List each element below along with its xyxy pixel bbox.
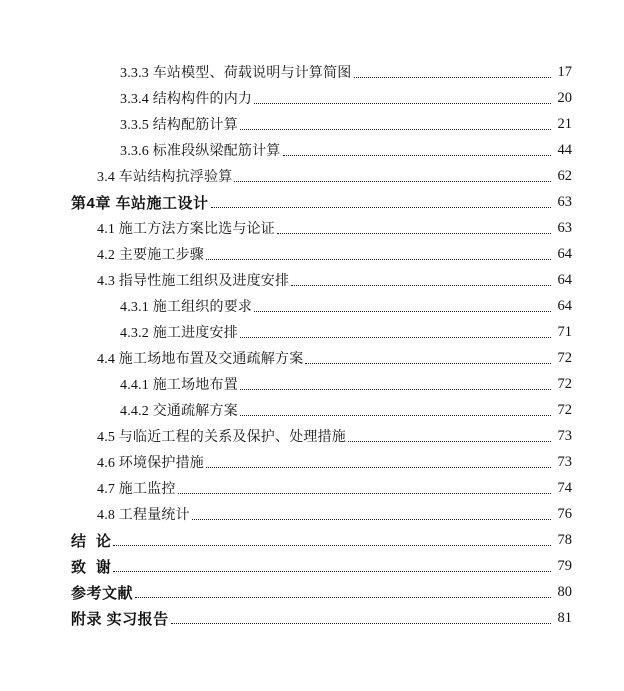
dotted-leader [254,103,551,104]
dotted-leader [171,623,551,624]
dotted-leader [305,363,551,364]
dotted-leader [135,597,551,598]
toc-entry-page-number: 20 [557,89,572,106]
toc-entry[interactable] [71,527,572,553]
toc-entry[interactable] [71,111,572,137]
dotted-leader [254,311,551,312]
toc-entry-page-number: 81 [557,609,572,626]
toc-entry[interactable] [71,475,572,501]
dotted-leader [240,337,551,338]
dotted-leader [291,285,551,286]
dotted-leader [283,155,552,156]
toc-entry-page-number: 80 [557,583,572,600]
toc-entry-label: 4.4.1 施工场地布置 [120,378,238,393]
dotted-leader [211,207,551,208]
toc-entry-label: 4.3 指导性施工组织及进度安排 [97,274,290,289]
toc-entry-page-number: 72 [557,349,572,366]
toc-entry[interactable] [71,449,572,475]
toc-entry-page-number: 72 [557,375,572,392]
dotted-leader [354,77,552,78]
toc-entry-label: 3.3.5 结构配筋计算 [120,118,238,133]
toc-entry[interactable] [71,319,572,345]
toc-entry-page-number: 72 [557,401,572,418]
toc-entry-page-number: 71 [557,323,572,340]
toc-entry-label: 4.6 环境保护措施 [97,456,204,471]
toc-entry[interactable] [71,397,572,423]
toc-entry[interactable] [71,579,572,605]
toc-entry[interactable] [71,345,572,371]
toc-entry-label: 4.3.2 施工进度安排 [120,326,238,341]
toc-entry-label: 3.4 车站结构抗浮验算 [97,170,233,185]
dotted-leader [240,415,551,416]
toc-entry-label: 4.8 工程量统计 [97,508,190,523]
toc-entry-label: 4.4.2 交通疏解方案 [120,404,238,419]
toc-entry[interactable] [71,85,572,111]
toc-entry-label: 致 谢 [71,558,112,576]
toc-entry[interactable] [71,215,572,241]
toc-entry-label: 4.2 主要施工步骤 [97,248,204,263]
toc-entry[interactable] [71,59,572,85]
toc-entry-page-number: 73 [557,453,572,470]
toc-entry[interactable] [71,553,572,579]
toc-entry-page-number: 76 [557,505,572,522]
toc-entry[interactable] [71,293,572,319]
toc-entry-page-number: 63 [557,193,572,210]
dotted-leader [113,545,551,546]
toc-entry[interactable] [71,189,572,215]
toc-entry-label: 4.1 施工方法方案比选与论证 [97,222,275,237]
dotted-leader [178,493,551,494]
toc-entry-label: 3.3.6 标准段纵梁配筋计算 [120,144,281,159]
toc-entry-label: 第4章 车站施工设计 [71,194,209,212]
toc-entry-page-number: 64 [557,245,572,262]
toc-list [71,59,572,631]
toc-entry[interactable] [71,423,572,449]
toc-entry-label: 3.3.4 结构构件的内力 [120,92,253,107]
toc-entry-page-number: 79 [557,557,572,574]
toc-entry[interactable] [71,137,572,163]
toc-entry-page-number: 63 [557,219,572,236]
toc-entry[interactable] [71,501,572,527]
toc-entry[interactable] [71,163,572,189]
dotted-leader [113,571,551,572]
dotted-leader [206,259,551,260]
dotted-leader [348,441,551,442]
toc-entry-page-number: 17 [557,63,572,80]
toc-entry-label: 4.7 施工监控 [97,482,176,497]
toc-entry-label: 结 论 [71,532,112,550]
toc-entry-label: 4.4 施工场地布置及交通疏解方案 [97,352,304,367]
toc-entry-page-number: 64 [557,271,572,288]
toc-entry-label: 4.5 与临近工程的关系及保护、处理措施 [97,430,346,445]
toc-entry[interactable] [71,371,572,397]
dotted-leader [277,233,551,234]
toc-entry-page-number: 73 [557,427,572,444]
toc-entry[interactable] [71,605,572,631]
toc-entry[interactable] [71,267,572,293]
toc-entry-page-number: 78 [557,531,572,548]
dotted-leader [240,129,551,130]
toc-entry-page-number: 21 [557,115,572,132]
toc-entry[interactable] [71,241,572,267]
toc-entry-page-number: 62 [557,167,572,184]
toc-entry-label: 附录 实习报告 [71,610,169,628]
toc-entry-label: 3.3.3 车站模型、荷载说明与计算简图 [120,66,352,81]
dotted-leader [234,181,551,182]
dotted-leader [206,467,551,468]
toc-entry-page-number: 44 [557,141,572,158]
dotted-leader [192,519,551,520]
toc-entry-page-number: 64 [557,297,572,314]
toc-entry-page-number: 74 [557,479,572,496]
toc-entry-label: 参考文献 [71,584,134,602]
dotted-leader [240,389,551,390]
toc-entry-label: 4.3.1 施工组织的要求 [120,300,253,315]
